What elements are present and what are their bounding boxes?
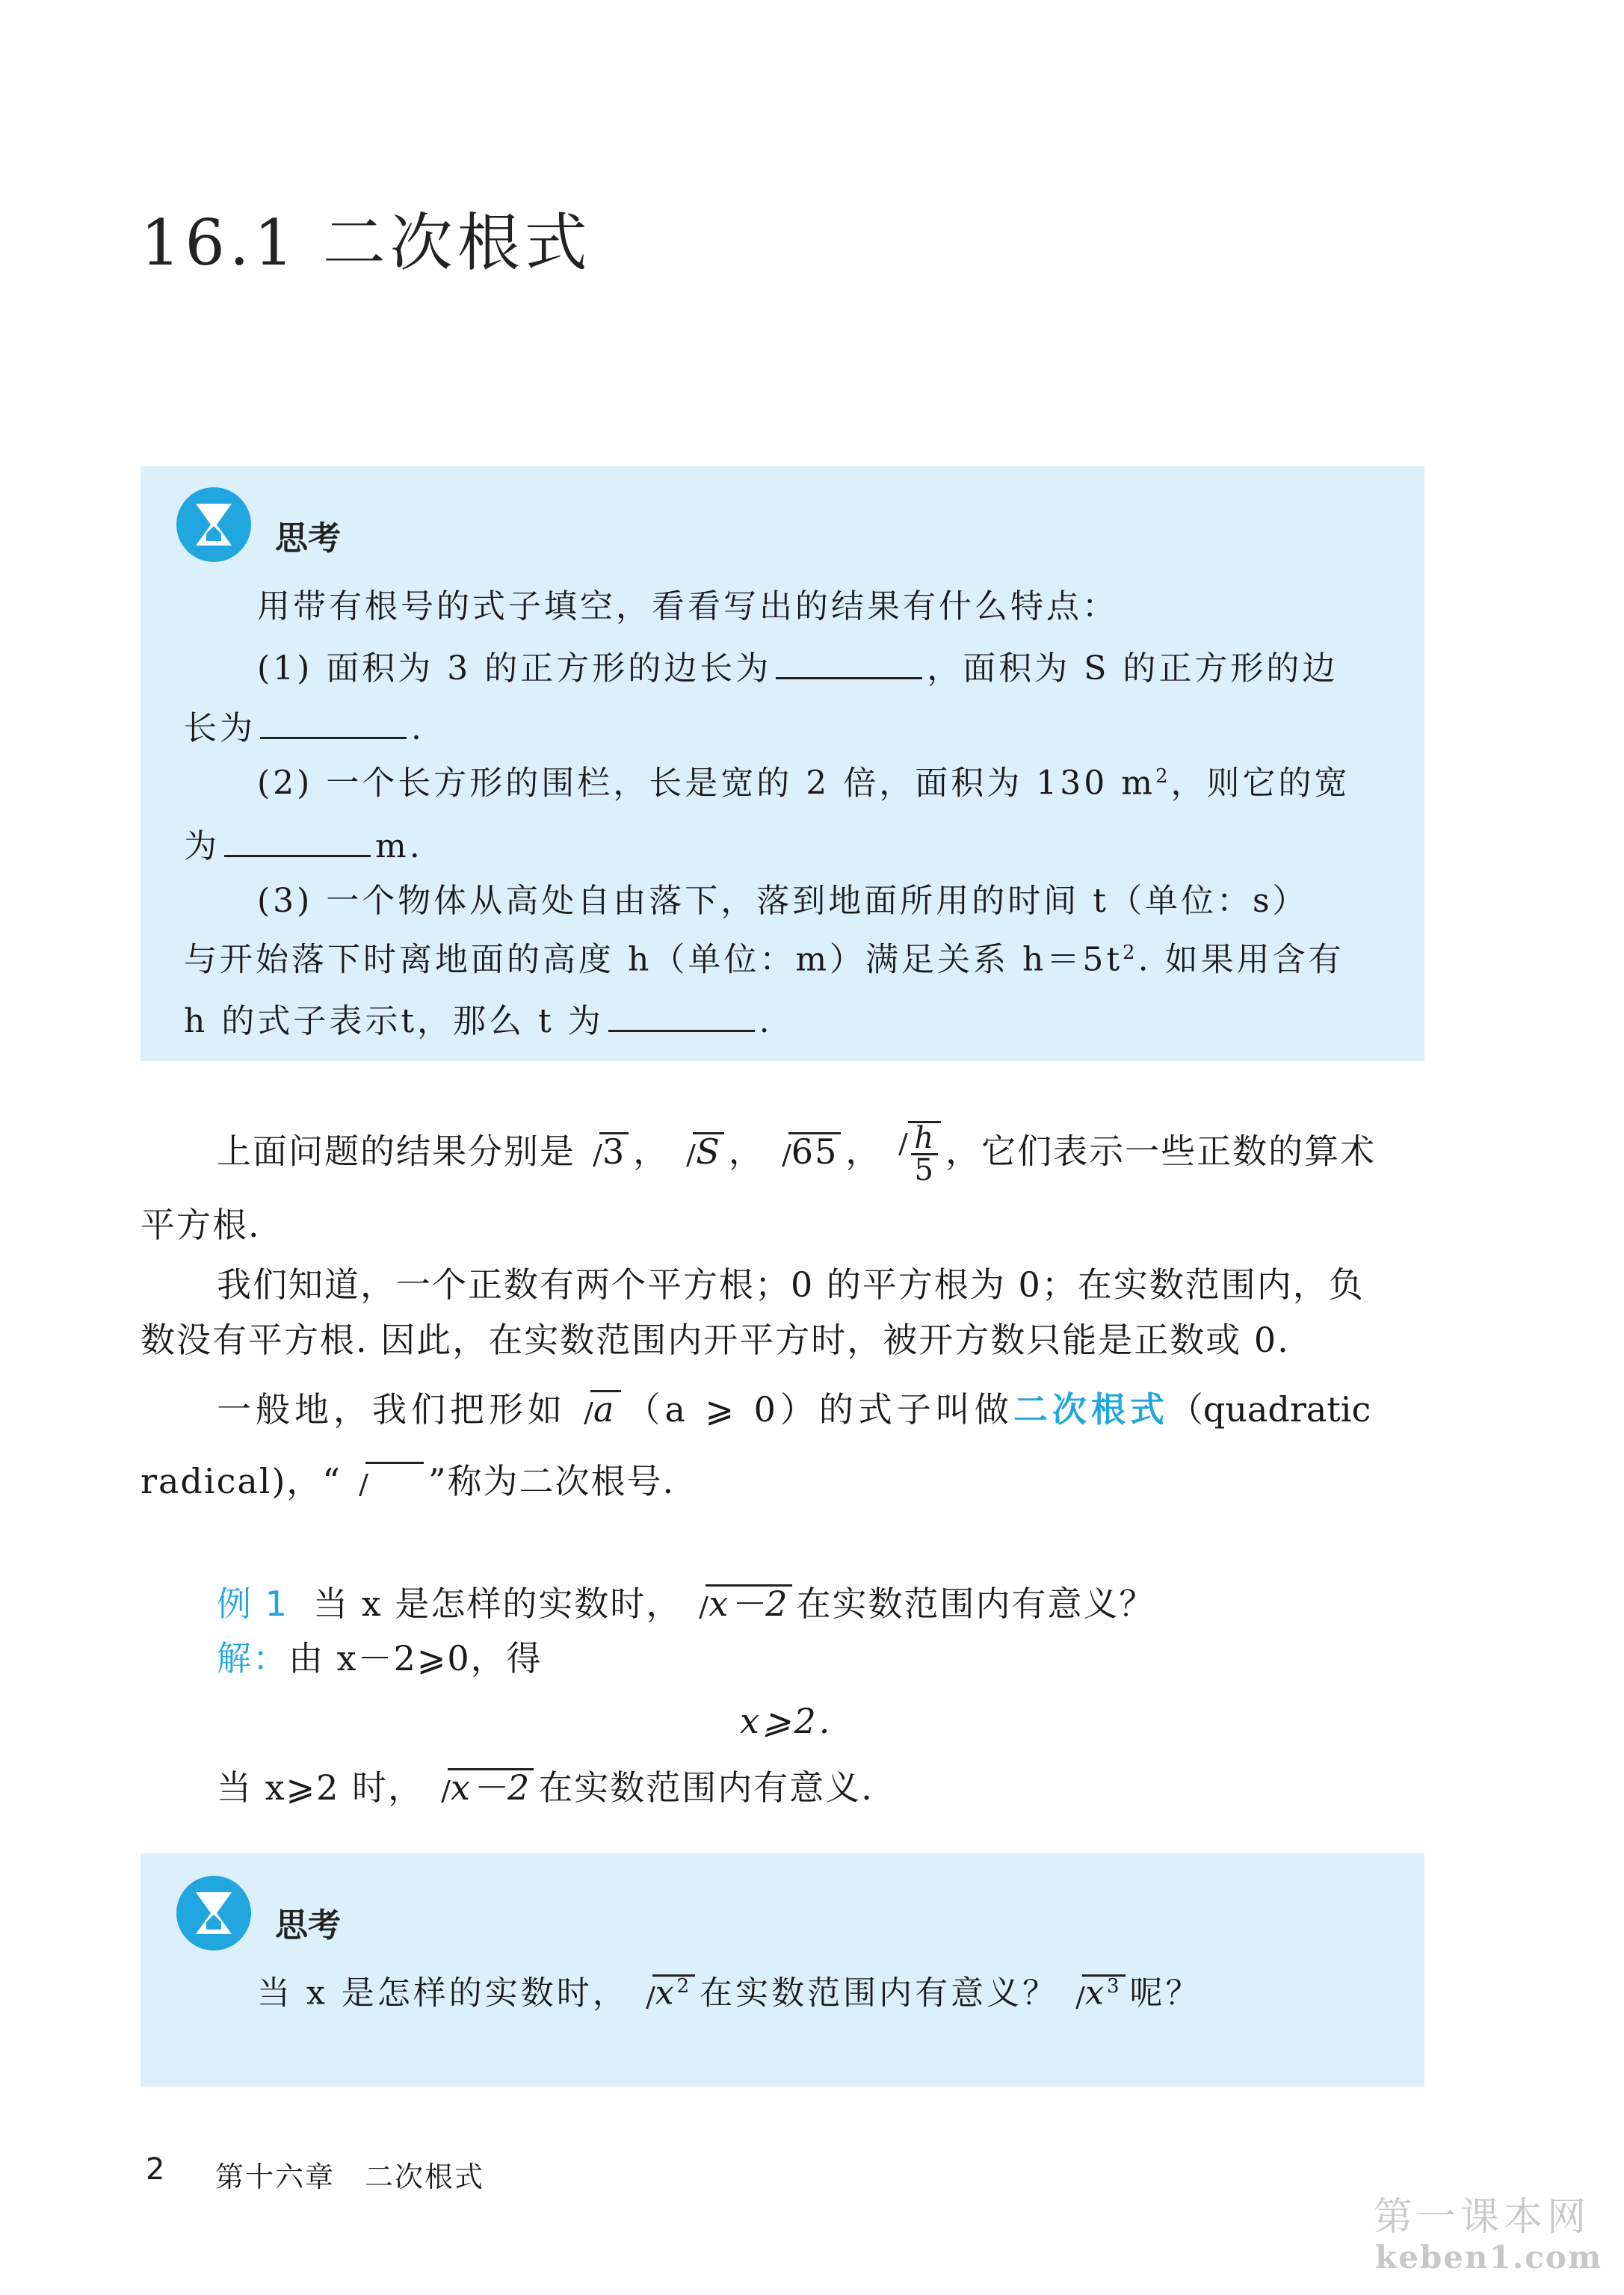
sqrt-s: S [673, 1132, 724, 1169]
q2-text-c: 为 [184, 827, 220, 865]
ex-question-b: 在实数范围内有意义？ [796, 1584, 1155, 1624]
think-box-2 [141, 1853, 1424, 2086]
paragraph-3-cont [141, 1461, 676, 1501]
question-2-line [257, 764, 1350, 803]
sqrt-3: 3 [580, 1132, 629, 1169]
sqrt-x-squared: $x^2$ [633, 1974, 695, 2010]
paragraph-1: 上面问题的结果分别是 3 ， S ， 65 ， $\frac{h}{5}$ ，它们表示一些正数的算术 [217, 1121, 1377, 1187]
concl-text-a: 当 x⩾2 时， [217, 1767, 424, 1808]
q1-text-b: ，面积为 S 的正方形的边 [927, 649, 1339, 688]
q3-text-b: 与开始落下时离地面的高度 h（单位：m）满足关系 h＝5t [184, 940, 1123, 979]
q1-text-a: (1) 面积为 3 的正方形的边长为 [257, 649, 772, 688]
question-2-cont [184, 827, 423, 863]
paragraph-2-cont: 数没有平方根. 因此，在实数范围内开平方时，被开方数只能是正数或 0. [141, 1320, 1290, 1360]
answer-blank [224, 827, 371, 857]
example-1-question [217, 1584, 1155, 1624]
think-label: 思考 [275, 1906, 341, 1945]
paragraph-3 [217, 1389, 1371, 1430]
solution-label: 解： [217, 1638, 288, 1678]
p3-cond: （a ⩾ 0）的式子叫做 [626, 1389, 1013, 1430]
question-1-cont: 长为 . [184, 709, 424, 747]
question-3-cont-2: h 的式子表示t，那么 t 为 . [184, 1002, 773, 1040]
p3-text-b: radical)， [141, 1461, 323, 1501]
frac-den: 5 [914, 1153, 935, 1187]
sol-text-a: 由 x－2⩾0，得 [288, 1638, 543, 1678]
watermark-text: 第一课本网 [1374, 2195, 1591, 2240]
p1-text-a: 上面问题的结果分别是 [217, 1131, 575, 1172]
example-label: 例 1 [217, 1584, 288, 1624]
sqrt-a: a [571, 1390, 621, 1427]
paragraph-2: 我们知道，一个正数有两个平方根；0 的平方根为 0；在实数范围内，负 [217, 1264, 1365, 1305]
p3-text-a: 一般地，我们把形如 [217, 1389, 566, 1430]
p1-text-b: ，它们表示一些正数的算术 [945, 1131, 1377, 1172]
answer-blank [776, 649, 922, 679]
paragraph-1-cont: 平方根. [141, 1205, 261, 1245]
page-number: 2 [146, 2152, 165, 2187]
think-2-question [257, 1974, 1202, 2013]
thinking-hourglass-icon [176, 487, 251, 562]
frac-num: h [911, 1123, 938, 1155]
q3-text-c: h 的式子表示t，那么 t 为 [184, 1002, 604, 1040]
sqrt-x-minus-2: x－2 [686, 1584, 791, 1621]
q2-unit: m. [375, 827, 423, 865]
question-3-cont [184, 940, 1344, 979]
think-intro: 用带有根号的式子填空，看看写出的结果有什么特点： [257, 587, 1118, 626]
question-1-line [257, 649, 1339, 688]
t2-text-c: 呢？ [1129, 1974, 1202, 2013]
chapter-title: 第十六章 二次根式 [215, 2160, 485, 2193]
superscript: 2 [1123, 942, 1138, 964]
q2-text-a: (2) 一个长方形的围栏，长是宽的 2 倍，面积为 130 m [257, 764, 1155, 803]
p3-text-c: 称为二次根号. [447, 1461, 676, 1501]
question-3-line: (3) 一个物体从高处自由落下，落到地面所用的时间 t（单位：s） [257, 882, 1309, 920]
example-1-conclusion [217, 1767, 874, 1808]
think-label: 思考 [275, 519, 341, 557]
sqrt-x-cubed: $x^3$ [1063, 1974, 1125, 2010]
concl-text-b: 在实数范围内有意义. [538, 1767, 874, 1808]
watermark-url: keben1.com [1375, 2239, 1603, 2276]
t2-text-b: 在实数范围内有意义？ [700, 1974, 1059, 2013]
answer-blank [260, 708, 407, 739]
answer-blank [608, 1001, 755, 1032]
q3-text-b2: . 如果用含有 [1137, 940, 1344, 979]
t2-text-a: 当 x 是怎样的实数时， [257, 1974, 629, 2013]
example-1-solution [217, 1638, 543, 1678]
superscript: 2 [1155, 765, 1171, 788]
think-box-1 [141, 466, 1424, 1061]
ex-question-a: 当 x 是怎样的实数时， [313, 1584, 682, 1624]
sqrt-x-minus-2: x－2 [428, 1768, 534, 1805]
sqrt-h-over-5 [886, 1121, 941, 1185]
q1-text-c: 长为 [184, 709, 256, 747]
solution-result: x⩾2. [740, 1701, 833, 1741]
sqrt-65: 65 [769, 1132, 842, 1169]
term-quadratic-radical: 二次根式 [1013, 1389, 1169, 1430]
section-title: 16.1 二次根式 [141, 206, 592, 279]
q2-text-b: ，则它的宽 [1170, 764, 1350, 803]
radical-symbol: “ ” [322, 1461, 448, 1501]
p3-en: （quadratic [1168, 1389, 1371, 1430]
thinking-hourglass-icon [176, 1876, 251, 1950]
